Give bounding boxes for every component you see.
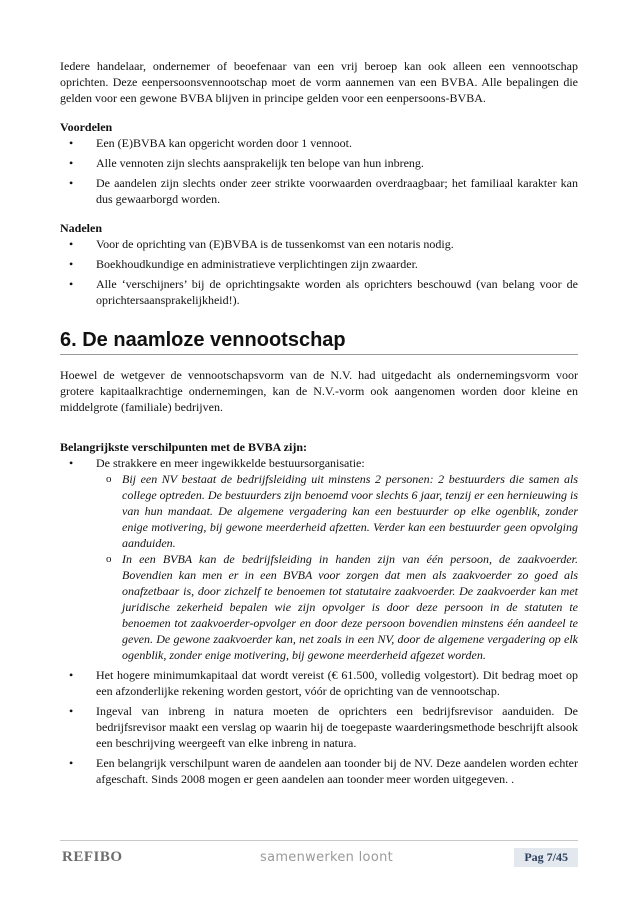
footer-slogan: samenwerken loont: [260, 850, 394, 865]
list-item: • Een (E)BVBA kan opgericht worden door 1 vennoot.: [69, 136, 352, 150]
content-column: [60, 58, 578, 791]
list-item: • Een belangrijk verschilpunt waren de aandelen aan toonder bij de NV. Deze aandelen worden echter afgeschaft. Sinds 2008 mogen er geen aandelen aan toonder meer worden uitgegeven. .: [69, 756, 578, 786]
section-paragraph: Hoewel de wetgever de vennootschapsvorm van de N.V. had uitgedacht als ondernemingsvorm voor grotere kapitaalkrachtige ondernemingen, kan de N.V.-vorm ook aangenomen worden door kleine en middelgrote (familiale) bedrijven.: [60, 368, 578, 414]
refibo-logo: REFIBO: [62, 849, 123, 865]
list-item: • Ingeval van inbreng in natura moeten de oprichters een bedrijfsrevisor aanduiden. De bedrijfsrevisor maakt een verslag op waarin hij de toegepaste waarderingsmethode beschrijft alsook een beschrijving weergeeft van elke inbreng in natura.: [69, 704, 578, 750]
page-footer: [60, 840, 578, 871]
list-item: • De strakkere en meer ingewikkelde bestuursorganisatie:: [69, 456, 365, 470]
nadelen-list: [60, 236, 578, 308]
page-number: Pag 7/45: [514, 848, 578, 867]
list-item: • Alle vennoten zijn slechts aansprakelijk ten belope van hun inbreng.: [69, 156, 424, 170]
voordelen-list: [60, 135, 578, 207]
sub-list-item: o Bij een NV bestaat de bedrijfsleiding uit minstens 2 personen: 2 bestuurders die samen als college optreden. De bestuurders zijn benoemd voor slechts 6 jaar, tenzij er een hernieuwing is van hun mandaat. De algemene vergadering kan een bestuurder op elke ogenblik, zonder enige motivering, bij gewone meerderheid afzetten. Verder kan een bestuurder geen opvolging aanduiden.: [106, 472, 578, 550]
intro-paragraph: Iedere handelaar, ondernemer of beoefenaar van een vrij beroep kan ook alleen een vennootschap oprichten. Deze eenpersoonsvennootschap moet de vorm aannemen van een BVBA. Alle bepalingen die gelden voor een gewone BVBA blijven in principe gelden voor een eenpersoons-BVBA.: [60, 59, 578, 105]
nadelen-heading: Nadelen: [60, 221, 102, 235]
sub-list-item: o In een BVBA kan de bedrijfsleiding in handen zijn van één persoon, de zaakvoerder. Bovendien kan men er in een BVBA voor zorgen dat men als zaakvoerder zo goed als onafzetbaar is, door zichzelf te benoemen tot statutaire zaakvoerder. De zaakvoerder kan met juridische zekerheid bepalen wie zijn opvolger is door deze persoon in de statuten te benoemen tot zaakvoerder-opvolger en door deze persoon bovendien minstens één aandeel te geven. De gewone zaakvoerder kan, net zoals in een NV, door de algemene vergadering op elk ogenblik, zonder enige motivering, bij gewone meerderheid afgezet worden.: [106, 552, 578, 662]
voordelen-heading: Voordelen: [60, 120, 113, 134]
list-item: • De aandelen zijn slechts onder zeer strikte voorwaarden overdraagbaar; het familiaal karakter kan dus gewaarborgd worden.: [69, 176, 578, 206]
verschilpunten-list-continued: [60, 667, 578, 787]
list-item: • Voor de oprichting van (E)BVBA is de tussenkomst van een notaris nodig.: [69, 237, 454, 251]
list-item: • Boekhoudkundige en administratieve verplichtingen zijn zwaarder.: [69, 257, 418, 271]
list-item: • Alle ‘verschijners’ bij de oprichtingsakte worden als oprichters beschouwd (van belang voor de oprichtersaansprakelijkheid!).: [69, 277, 578, 307]
section-title: 6. De naamloze vennootschap: [60, 328, 578, 355]
verschilpunten-heading: Belangrijkste verschilpunten met de BVBA zijn:: [60, 440, 307, 454]
list-item: • Het hogere minimumkapitaal dat wordt vereist (€ 61.500, volledig volgestort). Dit bedrag moet op een afzonderlijke rekening worden gestort, vóór de oprichting van de vennootschap.: [69, 668, 578, 698]
verschilpunten-list: [60, 455, 578, 471]
sub-list: [60, 471, 578, 663]
